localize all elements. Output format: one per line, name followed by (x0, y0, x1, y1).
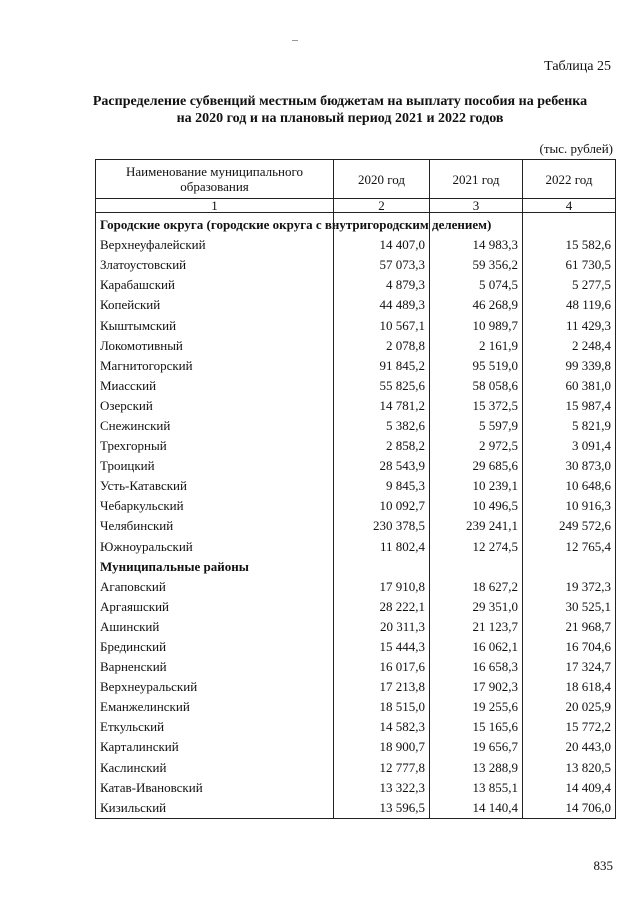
value-2020: 28 543,9 (334, 456, 430, 476)
value-2021: 17 902,3 (430, 677, 523, 697)
table-row (96, 255, 616, 275)
value-2020: 18 900,7 (334, 737, 430, 757)
municipality-name: Локомотивный (96, 336, 334, 356)
municipality-name: Брединский (96, 637, 334, 657)
value-2020: 18 515,0 (334, 697, 430, 717)
value-2022: 48 119,6 (523, 295, 616, 315)
value-2022: 14 409,4 (523, 778, 616, 798)
value-2021: 58 058,6 (430, 376, 523, 396)
table-row (96, 577, 616, 597)
value-2021: 21 123,7 (430, 617, 523, 637)
municipality-name: Чебаркульский (96, 496, 334, 516)
municipality-name: Каслинский (96, 758, 334, 778)
column-number: 3 (430, 199, 523, 213)
value-2020: 10 567,1 (334, 315, 430, 335)
value-2022: 2 248,4 (523, 336, 616, 356)
table-row (96, 717, 616, 737)
table-row (96, 737, 616, 757)
value-2020: 2 078,8 (334, 336, 430, 356)
municipality-name: Еткульский (96, 717, 334, 737)
value-2022: 60 381,0 (523, 376, 616, 396)
table-row (96, 637, 616, 657)
municipality-name: Троицкий (96, 456, 334, 476)
table-row (96, 798, 616, 819)
page-number: 835 (593, 858, 613, 873)
value-2020: 20 311,3 (334, 617, 430, 637)
table-row (96, 235, 616, 255)
municipality-name: Агаповский (96, 577, 334, 597)
table-row (96, 456, 616, 476)
value-2022: 10 916,3 (523, 496, 616, 516)
value-2020: 44 489,3 (334, 295, 430, 315)
value-2021: 13 855,1 (430, 778, 523, 798)
municipality-name: Южноуральский (96, 537, 334, 557)
value-2021: 2 161,9 (430, 336, 523, 356)
municipality-name: Кыштымский (96, 315, 334, 335)
value-2021: 14 983,3 (430, 235, 523, 255)
table-row (96, 758, 616, 778)
value-2021: 12 274,5 (430, 537, 523, 557)
value-2020: 14 781,2 (334, 396, 430, 416)
table-row (96, 416, 616, 436)
value-2022: 17 324,7 (523, 657, 616, 677)
table-row (96, 356, 616, 376)
column-number: 4 (523, 199, 616, 213)
value-2020: 10 092,7 (334, 496, 430, 516)
table-row (96, 516, 616, 536)
value-2022: 10 648,6 (523, 476, 616, 496)
value-2020: 230 378,5 (334, 516, 430, 536)
value-2021: 29 685,6 (430, 456, 523, 476)
table-label: Таблица 25 (544, 59, 611, 74)
value-2022: 15 582,6 (523, 235, 616, 255)
table-body (96, 213, 616, 819)
value-2021: 46 268,9 (430, 295, 523, 315)
municipality-name: Копейский (96, 295, 334, 315)
value-2022: 15 987,4 (523, 396, 616, 416)
table-row (96, 697, 616, 717)
value-2020: 16 017,6 (334, 657, 430, 677)
municipality-name: Челябинский (96, 516, 334, 536)
units-label: (тыс. рублей) (539, 141, 613, 156)
municipality-name: Аргаяшский (96, 597, 334, 617)
value-2021: 18 627,2 (430, 577, 523, 597)
value-2022: 11 429,3 (523, 315, 616, 335)
municipality-name: Снежинский (96, 416, 334, 436)
value-2021: 239 241,1 (430, 516, 523, 536)
value-2022: 20 025,9 (523, 697, 616, 717)
municipality-name: Верхнеуральский (96, 677, 334, 697)
municipality-name: Златоустовский (96, 255, 334, 275)
value-2021: 10 239,1 (430, 476, 523, 496)
municipality-name: Карабашский (96, 275, 334, 295)
value-2022: 18 618,4 (523, 677, 616, 697)
municipality-name: Усть-Катавский (96, 476, 334, 496)
value-2022: 249 572,6 (523, 516, 616, 536)
column-number: 2 (334, 199, 430, 213)
value-2021: 19 255,6 (430, 697, 523, 717)
header-name: Наименование муниципального образования (96, 160, 334, 199)
value-2021: 16 658,3 (430, 657, 523, 677)
section-districts-title: Муниципальные районы (96, 557, 334, 577)
scan-mark (292, 40, 298, 41)
value-2020: 55 825,6 (334, 376, 430, 396)
value-2020: 2 858,2 (334, 436, 430, 456)
value-2021: 5 597,9 (430, 416, 523, 436)
header-row (96, 160, 616, 199)
table-row (96, 778, 616, 798)
value-2021: 59 356,2 (430, 255, 523, 275)
value-2020: 11 802,4 (334, 537, 430, 557)
value-2020: 15 444,3 (334, 637, 430, 657)
table-row (96, 336, 616, 356)
header-2022: 2022 год (523, 160, 616, 199)
subvention-table (95, 159, 616, 819)
value-2022: 99 339,8 (523, 356, 616, 376)
value-2020: 5 382,6 (334, 416, 430, 436)
value-2022: 12 765,4 (523, 537, 616, 557)
value-2022: 20 443,0 (523, 737, 616, 757)
table-row (96, 275, 616, 295)
municipality-name: Магнитогорский (96, 356, 334, 376)
municipality-name: Катав-Ивановский (96, 778, 334, 798)
value-2020: 4 879,3 (334, 275, 430, 295)
title-line-1: Распределение субвенций местным бюджетам на выплату пособия на ребенка (92, 94, 588, 109)
table-row (96, 295, 616, 315)
value-2022: 3 091,4 (523, 436, 616, 456)
table-row (96, 496, 616, 516)
table-row (96, 436, 616, 456)
table-row (96, 597, 616, 617)
title-line-2: на 2020 год и на плановый период 2021 и 2022 годов (176, 111, 504, 126)
section-districts-row (96, 557, 616, 577)
value-2022: 16 704,6 (523, 637, 616, 657)
value-2020: 57 073,3 (334, 255, 430, 275)
value-2022: 13 820,5 (523, 758, 616, 778)
table-row (96, 537, 616, 557)
table-row (96, 476, 616, 496)
value-2021: 5 074,5 (430, 275, 523, 295)
value-2021: 10 496,5 (430, 496, 523, 516)
municipality-name: Еманжелинский (96, 697, 334, 717)
value-2020: 14 407,0 (334, 235, 430, 255)
value-2022: 14 706,0 (523, 798, 616, 819)
value-2021: 29 351,0 (430, 597, 523, 617)
value-2022: 5 821,9 (523, 416, 616, 436)
municipality-name: Верхнеуфалейский (96, 235, 334, 255)
value-2020: 28 222,1 (334, 597, 430, 617)
value-2022: 30 873,0 (523, 456, 616, 476)
table-row (96, 617, 616, 637)
value-2020: 91 845,2 (334, 356, 430, 376)
value-2021: 10 989,7 (430, 315, 523, 335)
value-2020: 14 582,3 (334, 717, 430, 737)
value-2022: 30 525,1 (523, 597, 616, 617)
value-2022: 19 372,3 (523, 577, 616, 597)
table-row (96, 376, 616, 396)
value-2020: 9 845,3 (334, 476, 430, 496)
value-2021: 95 519,0 (430, 356, 523, 376)
section-urban-row (96, 213, 616, 236)
table-row (96, 677, 616, 697)
value-2021: 16 062,1 (430, 637, 523, 657)
header-2021: 2021 год (430, 160, 523, 199)
header-2020: 2020 год (334, 160, 430, 199)
table-row (96, 396, 616, 416)
value-2022: 5 277,5 (523, 275, 616, 295)
value-2021: 15 372,5 (430, 396, 523, 416)
value-2021: 13 288,9 (430, 758, 523, 778)
municipality-name: Трехгорный (96, 436, 334, 456)
value-2020: 13 596,5 (334, 798, 430, 819)
value-2022: 15 772,2 (523, 717, 616, 737)
section-urban-title: Городские округа (городские округа с внутригородским делением) (96, 213, 334, 236)
table-row (96, 657, 616, 677)
value-2021: 15 165,6 (430, 717, 523, 737)
municipality-name: Ашинский (96, 617, 334, 637)
value-2021: 19 656,7 (430, 737, 523, 757)
column-number-row (96, 199, 616, 213)
municipality-name: Карталинский (96, 737, 334, 757)
municipality-name: Варненский (96, 657, 334, 677)
table-row (96, 315, 616, 335)
value-2020: 17 910,8 (334, 577, 430, 597)
document-title (60, 93, 620, 127)
value-2020: 17 213,8 (334, 677, 430, 697)
value-2020: 13 322,3 (334, 778, 430, 798)
value-2021: 2 972,5 (430, 436, 523, 456)
municipality-name: Озерский (96, 396, 334, 416)
value-2021: 14 140,4 (430, 798, 523, 819)
column-number: 1 (96, 199, 334, 213)
value-2022: 61 730,5 (523, 255, 616, 275)
value-2022: 21 968,7 (523, 617, 616, 637)
municipality-name: Миасский (96, 376, 334, 396)
value-2020: 12 777,8 (334, 758, 430, 778)
municipality-name: Кизильский (96, 798, 334, 819)
